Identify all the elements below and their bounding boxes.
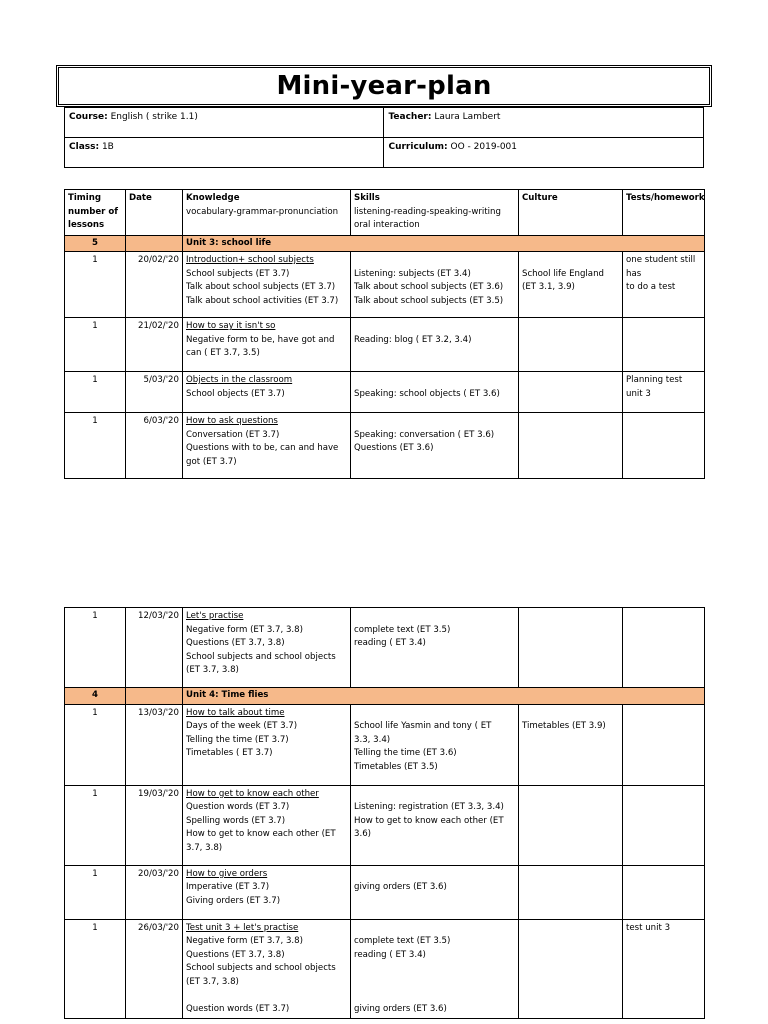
tests-cell xyxy=(623,372,705,413)
header-knowledge-2: vocabulary-grammar-pronunciation xyxy=(186,206,339,217)
header-date: Date xyxy=(126,190,183,236)
culture-cell xyxy=(519,413,623,479)
unit-4-row xyxy=(65,688,705,705)
lesson-date: 12/03/'20 xyxy=(126,608,183,688)
skills-line: complete text (ET 3.5) xyxy=(354,624,451,635)
knowledge-cell xyxy=(183,865,351,919)
knowledge-line: School subjects (ET 3.7) xyxy=(186,268,290,279)
skills-cell xyxy=(351,252,519,318)
culture-cell xyxy=(519,608,623,688)
class-label: Class: xyxy=(69,142,100,152)
skills-line: giving orders (ET 3.6) xyxy=(354,882,447,892)
skills-line: Listening: registration (ET 3.3, 3.4) xyxy=(354,802,504,812)
header-knowledge xyxy=(183,190,351,236)
skills-line: Listening: subjects (ET 3.4) xyxy=(354,268,471,279)
header-culture: Culture xyxy=(519,190,623,236)
skills-cell xyxy=(351,865,519,919)
lesson-count: 1 xyxy=(65,413,126,479)
header-skills-3: oral interaction xyxy=(354,220,420,230)
tests-line: one student still has xyxy=(626,255,696,279)
lesson-count: 1 xyxy=(65,318,126,372)
curriculum-label: Curriculum: xyxy=(388,142,448,152)
lesson-count: 1 xyxy=(65,865,126,919)
knowledge-cell xyxy=(183,785,351,865)
tests-line: Planning test unit 3 xyxy=(626,375,683,399)
lesson-date: 21/02/'20 xyxy=(126,318,183,372)
class-value: 1B xyxy=(101,142,114,152)
lesson-date: 20/03/'20 xyxy=(126,865,183,919)
skills-line: How to get to know each other (ET xyxy=(354,815,504,826)
lesson-count: 1 xyxy=(65,919,126,1019)
unit-3-count: 5 xyxy=(65,235,126,252)
unit-3-label: Unit 3: school life xyxy=(183,235,705,252)
knowledge-line: got (ET 3.7) xyxy=(186,456,237,467)
knowledge-line: Timetables ( ET 3.7) xyxy=(186,748,273,758)
lesson-row xyxy=(65,608,705,688)
knowledge-line: Negative form (ET 3.7, 3.8) xyxy=(186,624,303,635)
tests-cell xyxy=(623,919,705,1019)
skills-line: Questions (ET 3.6) xyxy=(354,443,434,453)
lesson-topic: Objects in the classroom xyxy=(186,375,293,385)
lesson-topic: How to talk about time xyxy=(186,707,285,718)
culture-cell xyxy=(519,865,623,919)
skills-spacer xyxy=(354,707,515,721)
skills-cell xyxy=(351,318,519,372)
skills-line xyxy=(354,976,515,990)
knowledge-line: Giving orders (ET 3.7) xyxy=(186,895,281,906)
culture-line: (ET 3.1, 3.9) xyxy=(522,282,575,292)
knowledge-cell xyxy=(183,372,351,413)
culture-spacer xyxy=(522,707,619,721)
info-table xyxy=(64,107,704,168)
knowledge-cell xyxy=(183,252,351,318)
knowledge-line: Negative form to be, have got and xyxy=(186,334,335,345)
skills-line: Timetables (ET 3.5) xyxy=(354,761,438,772)
lesson-topic: How to give orders xyxy=(186,868,268,879)
header-skills-2: listening-reading-speaking-writing xyxy=(354,206,501,217)
curriculum-value: OO - 2019-001 xyxy=(450,142,517,152)
lesson-count: 1 xyxy=(65,785,126,865)
lesson-date: 13/03/'20 xyxy=(126,704,183,785)
lesson-topic: How to ask questions xyxy=(186,416,278,426)
header-skills-1: Skills xyxy=(354,193,380,203)
skills-line xyxy=(354,989,515,1003)
lesson-row xyxy=(65,704,705,785)
lesson-date: 26/03/'20 xyxy=(126,919,183,1019)
knowledge-line: Spelling words (ET 3.7) xyxy=(186,815,286,826)
culture-cell xyxy=(519,252,623,318)
knowledge-line: Questions (ET 3.7, 3.8) xyxy=(186,949,285,960)
skills-cell xyxy=(351,608,519,688)
page-title: Mini-year-plan xyxy=(276,71,492,101)
lesson-topic: How to say it isn't so xyxy=(186,321,276,331)
skills-line: Talk about school subjects (ET 3.6) xyxy=(354,282,504,292)
knowledge-line: (ET 3.7, 3.8) xyxy=(186,976,239,987)
knowledge-cell xyxy=(183,608,351,688)
lesson-row xyxy=(65,865,705,919)
knowledge-line: Questions with to be, can and have xyxy=(186,443,339,453)
lesson-row xyxy=(65,785,705,865)
skills-line: reading ( ET 3.4) xyxy=(354,949,426,960)
skills-line: Reading: blog ( ET 3.2, 3.4) xyxy=(354,334,472,345)
tests-cell xyxy=(623,608,705,688)
course-label: Course: xyxy=(69,112,108,122)
knowledge-line xyxy=(186,989,347,1003)
skills-cell xyxy=(351,413,519,479)
culture-cell xyxy=(519,785,623,865)
lesson-count: 1 xyxy=(65,608,126,688)
knowledge-line: Conversation (ET 3.7) xyxy=(186,429,280,440)
skills-spacer xyxy=(354,254,515,268)
unit-4-label: Unit 4: Time flies xyxy=(183,688,705,705)
knowledge-line: (ET 3.7, 3.8) xyxy=(186,665,239,675)
course-value: English ( strike 1.1) xyxy=(110,112,198,122)
header-timing-3: lessons xyxy=(68,220,105,230)
knowledge-line: School objects (ET 3.7) xyxy=(186,388,285,399)
curriculum-cell xyxy=(384,138,704,168)
tests-line: to do a test xyxy=(626,282,676,292)
skills-cell xyxy=(351,372,519,413)
knowledge-cell xyxy=(183,919,351,1019)
culture-spacer xyxy=(522,254,619,268)
skills-line: reading ( ET 3.4) xyxy=(354,638,426,648)
knowledge-cell xyxy=(183,318,351,372)
skills-cell xyxy=(351,704,519,785)
lesson-topic: Let's practise xyxy=(186,611,244,621)
knowledge-line: How to get to know each other (ET xyxy=(186,829,336,839)
knowledge-line: School subjects and school objects xyxy=(186,651,336,662)
culture-cell xyxy=(519,704,623,785)
skills-cell xyxy=(351,919,519,1019)
knowledge-line: 3.7, 3.8) xyxy=(186,842,223,853)
lesson-count: 1 xyxy=(65,372,126,413)
lesson-row xyxy=(65,252,705,318)
teacher-label: Teacher: xyxy=(388,112,432,122)
skills-line: 3.3, 3.4) xyxy=(354,734,391,745)
skills-line: 3.6) xyxy=(354,829,372,839)
lesson-date: 20/02/'20 xyxy=(126,252,183,318)
tests-cell xyxy=(623,785,705,865)
knowledge-cell xyxy=(183,413,351,479)
lesson-row xyxy=(65,919,705,1019)
skills-spacer xyxy=(354,788,515,802)
lesson-row xyxy=(65,318,705,372)
course-cell xyxy=(65,108,384,138)
lesson-row xyxy=(65,372,705,413)
lesson-date: 6/03/'20 xyxy=(126,413,183,479)
unit-3-date-empty xyxy=(126,235,183,252)
header-tests: Tests/homework xyxy=(623,190,705,236)
class-cell xyxy=(65,138,384,168)
skills-line: Talk about school subjects (ET 3.5) xyxy=(354,295,504,306)
header-knowledge-1: Knowledge xyxy=(186,193,240,203)
plan-table-part-1 xyxy=(64,189,705,479)
culture-cell xyxy=(519,919,623,1019)
skills-line: giving orders (ET 3.6) xyxy=(354,1003,447,1014)
knowledge-line: can ( ET 3.7, 3.5) xyxy=(186,348,260,358)
skills-line: School life Yasmin and tony ( ET xyxy=(354,721,492,731)
tests-cell xyxy=(623,704,705,785)
lesson-row xyxy=(65,413,705,479)
teacher-cell xyxy=(384,108,704,138)
lesson-topic: How to get to know each other xyxy=(186,788,319,799)
tests-cell xyxy=(623,252,705,318)
knowledge-line: Negative form (ET 3.7, 3.8) xyxy=(186,936,303,946)
header-row xyxy=(65,190,705,236)
knowledge-line: Telling the time (ET 3.7) xyxy=(186,734,289,745)
unit-4-count: 4 xyxy=(65,688,126,705)
unit-3-row xyxy=(65,235,705,252)
unit-4-date-empty xyxy=(126,688,183,705)
skills-spacer xyxy=(354,922,515,936)
lesson-count: 1 xyxy=(65,704,126,785)
skills-cell xyxy=(351,785,519,865)
tests-line: test unit 3 xyxy=(626,922,671,933)
skills-spacer xyxy=(354,610,515,624)
teacher-value: Laura Lambert xyxy=(434,112,501,122)
knowledge-line: Questions (ET 3.7, 3.8) xyxy=(186,638,285,648)
tests-cell xyxy=(623,318,705,372)
skills-line: Speaking: conversation ( ET 3.6) xyxy=(354,429,495,440)
knowledge-line: School subjects and school objects xyxy=(186,963,336,973)
skills-line: complete text (ET 3.5) xyxy=(354,936,451,946)
skills-spacer xyxy=(354,415,515,429)
tests-cell xyxy=(623,865,705,919)
header-timing-2: number of xyxy=(68,206,119,217)
tests-cell xyxy=(623,413,705,479)
skills-spacer xyxy=(354,320,515,334)
lesson-date: 5/03/'20 xyxy=(126,372,183,413)
knowledge-cell xyxy=(183,704,351,785)
lesson-date: 19/03/'20 xyxy=(126,785,183,865)
page-title-box xyxy=(56,65,712,107)
skills-line: Telling the time (ET 3.6) xyxy=(354,748,457,758)
plan-table-part-2 xyxy=(64,607,705,1019)
culture-line: School life England xyxy=(522,268,604,279)
lesson-topic: Introduction+ school subjects xyxy=(186,255,314,265)
knowledge-line: Question words (ET 3.7) xyxy=(186,1003,290,1014)
knowledge-line: Days of the week (ET 3.7) xyxy=(186,721,298,731)
culture-cell xyxy=(519,318,623,372)
header-timing xyxy=(65,190,126,236)
lesson-topic: Test unit 3 + let's practise xyxy=(186,922,299,933)
knowledge-line: Imperative (ET 3.7) xyxy=(186,882,270,892)
skills-line: Speaking: school objects ( ET 3.6) xyxy=(354,388,500,399)
culture-line: Timetables (ET 3.9) xyxy=(522,721,606,731)
knowledge-line: Talk about school subjects (ET 3.7) xyxy=(186,282,336,292)
header-timing-1: Timing xyxy=(68,193,101,203)
culture-cell xyxy=(519,372,623,413)
skills-spacer xyxy=(354,374,515,388)
header-skills xyxy=(351,190,519,236)
lesson-count: 1 xyxy=(65,252,126,318)
knowledge-line: Talk about school activities (ET 3.7) xyxy=(186,295,339,306)
skills-spacer xyxy=(354,868,515,882)
skills-line xyxy=(354,962,515,976)
knowledge-line: Question words (ET 3.7) xyxy=(186,802,290,812)
